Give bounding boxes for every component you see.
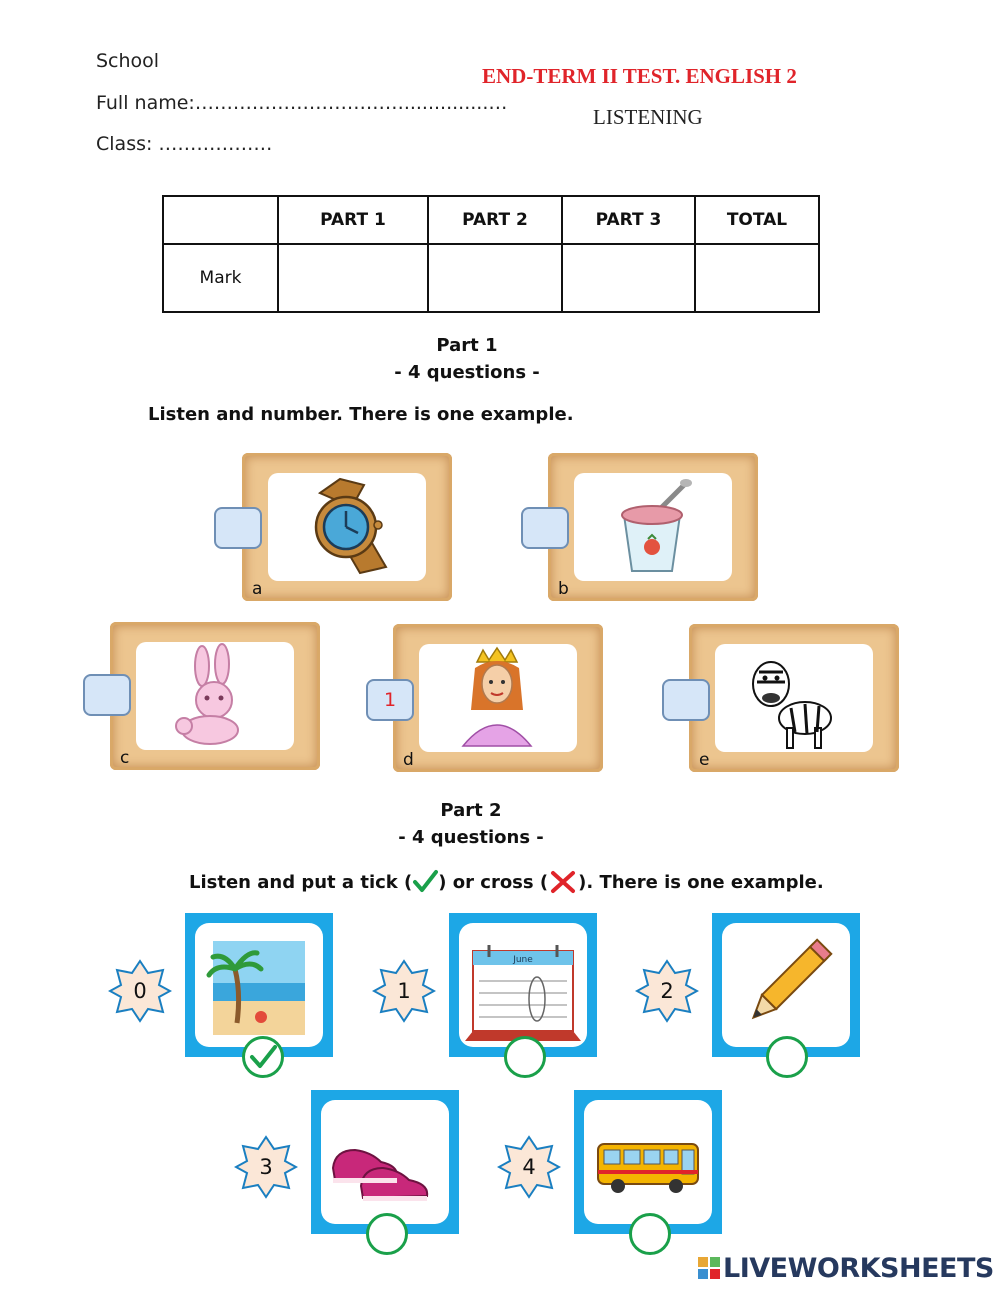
cross-icon <box>548 869 578 895</box>
card-e <box>689 624 899 772</box>
answer-circle-3[interactable] <box>366 1213 408 1255</box>
card-letter: a <box>252 579 263 599</box>
table-header-total: TOTAL <box>695 196 819 244</box>
part2-instruction-part2: ) or cross ( <box>438 871 549 893</box>
part2-questions: - 4 questions - <box>398 827 544 848</box>
tick-icon <box>412 869 438 895</box>
table-row-label: Mark <box>163 244 278 312</box>
mark-cell-part2[interactable] <box>428 244 562 312</box>
card-d <box>393 624 603 772</box>
part2-instruction-part1: Listen and put a tick ( <box>189 871 413 893</box>
part2-heading: Part 2 <box>440 800 502 821</box>
answer-box-a[interactable] <box>214 507 262 549</box>
table-mark-row <box>163 244 819 312</box>
answer-box-e[interactable] <box>662 679 710 721</box>
table-cell-empty <box>163 196 278 244</box>
calendar-month: June <box>513 955 533 965</box>
full-name-label: Full name:……………………………..............… <box>96 92 508 114</box>
mark-cell-part3[interactable] <box>562 244 695 312</box>
part2-instruction <box>189 869 824 895</box>
card-letter: c <box>120 748 130 768</box>
rabbit-icon <box>136 642 294 750</box>
answer-box-b[interactable] <box>521 507 569 549</box>
card-letter: e <box>699 750 710 770</box>
calendar-icon <box>459 923 587 1047</box>
answer-circle-1[interactable] <box>504 1036 546 1078</box>
bus-icon <box>584 1100 712 1224</box>
card-letter: d <box>403 750 414 770</box>
school-label: School <box>96 50 160 72</box>
item-number: 1 <box>397 979 411 1003</box>
part2-instruction-part3: ). There is one example. <box>578 871 824 893</box>
beach-icon <box>195 923 323 1047</box>
yogurt-icon <box>574 473 732 581</box>
table-header-part2: PART 2 <box>428 196 562 244</box>
card-c <box>110 622 320 770</box>
test-subtitle: LISTENING <box>593 105 703 129</box>
card-a <box>242 453 452 601</box>
pencil-icon <box>722 923 850 1047</box>
zebra-icon <box>715 644 873 752</box>
watch-icon <box>268 473 426 581</box>
table-header-part3: PART 3 <box>562 196 695 244</box>
test-title: END-TERM II TEST. ENGLISH 2 <box>482 64 797 88</box>
part1-instruction: Listen and number. There is one example. <box>148 404 574 425</box>
class-label: Class: ……………… <box>96 133 273 155</box>
answer-box-d[interactable]: 1 <box>366 679 414 721</box>
answer-circle-4[interactable] <box>629 1213 671 1255</box>
card-b <box>548 453 758 601</box>
item-number: 0 <box>133 979 147 1003</box>
answer-circle-0[interactable] <box>242 1036 284 1078</box>
item-number: 4 <box>522 1155 536 1179</box>
logo-text: LIVEWORKSHEETS <box>723 1253 994 1284</box>
liveworksheets-logo <box>698 1253 994 1284</box>
shoes-icon <box>321 1100 449 1224</box>
mark-cell-part1[interactable] <box>278 244 428 312</box>
queen-icon <box>419 644 577 752</box>
part1-questions: - 4 questions - <box>394 362 540 383</box>
answer-circle-2[interactable] <box>766 1036 808 1078</box>
table-header-part1: PART 1 <box>278 196 428 244</box>
marks-table <box>162 195 820 313</box>
answer-box-c[interactable] <box>83 674 131 716</box>
card-letter: b <box>558 579 569 599</box>
part1-heading: Part 1 <box>436 335 498 356</box>
item-number: 3 <box>259 1155 273 1179</box>
item-number: 2 <box>660 979 674 1003</box>
table-header-row <box>163 196 819 244</box>
liveworksheets-logo-icon <box>698 1257 720 1279</box>
tick-icon <box>245 1039 281 1075</box>
mark-cell-total[interactable] <box>695 244 819 312</box>
